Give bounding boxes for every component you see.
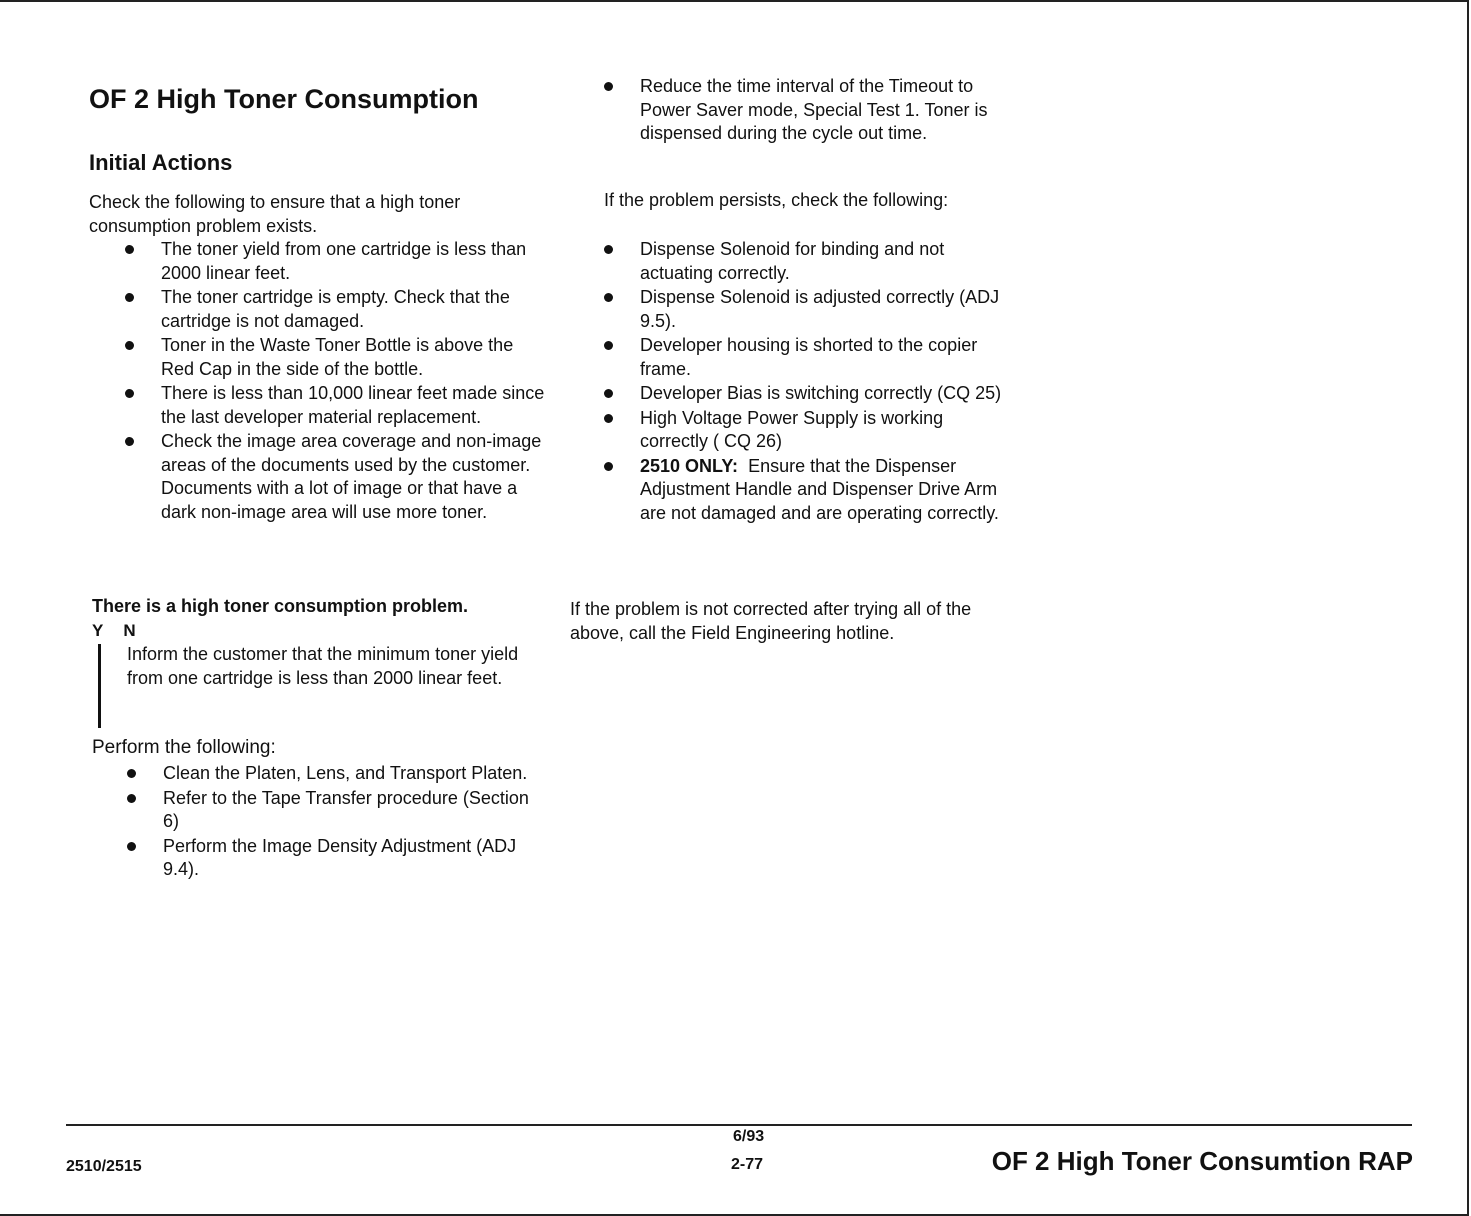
page-title: OF 2 High Toner Consumption — [89, 84, 479, 114]
bullet-icon — [604, 293, 613, 302]
footer-model: 2510/2515 — [66, 1158, 142, 1175]
no-branch-action: Inform the customer that the minimum toner yield from one cartridge is less than 2000 linear feet. — [127, 644, 519, 688]
no-branch-bar — [98, 644, 101, 728]
list-item — [127, 835, 547, 882]
bullet-icon — [604, 462, 613, 471]
list-item-text: There is less than 10,000 linear feet made since the last developer material replacement. — [161, 383, 545, 427]
list-item — [604, 455, 1014, 526]
yes-label: Y — [92, 621, 104, 640]
list-item-text: Ensure that the Dispenser Adjustment Handle and Dispenser Drive Arm are not damaged and are operating correctly. — [640, 455, 1003, 523]
list-item-text: Dispense Solenoid for binding and not actuating correctly. — [640, 239, 945, 283]
perform-heading: Perform the following: — [92, 737, 276, 758]
initial-actions-list — [125, 238, 545, 525]
bullet-icon — [604, 245, 613, 254]
bullet-icon — [125, 389, 134, 398]
list-item-text: The toner yield from one cartridge is less than 2000 linear feet. — [161, 239, 527, 283]
bullet-icon — [127, 769, 136, 778]
bullet-icon — [127, 794, 136, 803]
list-item — [127, 787, 547, 834]
bullet-icon — [127, 842, 136, 851]
list-item — [604, 382, 1014, 406]
persist-text: If the problem persists, check the following: — [604, 190, 949, 210]
list-item — [604, 286, 1014, 333]
footer-page-number: 2-77 — [731, 1156, 764, 1173]
bullet-icon — [604, 414, 613, 423]
model-only-label: 2510 ONLY: — [640, 455, 739, 476]
yes-no-labels — [92, 621, 136, 641]
list-item — [125, 382, 545, 429]
initial-actions-heading: Initial Actions — [89, 150, 233, 175]
right-top-list — [604, 75, 1004, 147]
list-item-text: Clean the Platen, Lens, and Transport Platen. — [163, 763, 528, 783]
no-label: N — [123, 621, 136, 640]
list-item-text: High Voltage Power Supply is working correctly ( CQ 26) — [640, 407, 944, 451]
initial-actions-intro: Check the following to ensure that a high toner consumption problem exists. — [89, 192, 461, 236]
list-item — [604, 334, 1014, 381]
bullet-icon — [125, 341, 134, 350]
list-item-text: Developer housing is shorted to the copier frame. — [640, 335, 978, 379]
bullet-icon — [604, 341, 613, 350]
bullet-icon — [604, 389, 613, 398]
bullet-icon — [125, 437, 134, 446]
list-item-text: Developer Bias is switching correctly (CQ 25) — [640, 383, 1002, 403]
list-item — [604, 75, 1004, 146]
list-item-text: Check the image area coverage and non-image areas of the documents used by the customer. Documents with a lot of image or that have a dark non-image area will use more toner. — [161, 431, 542, 522]
list-item — [604, 407, 1014, 454]
footer-section-title: OF 2 High Toner Consumtion RAP — [991, 1146, 1413, 1176]
check-list — [604, 238, 1014, 526]
list-item-text: The toner cartridge is empty. Check that the cartridge is not damaged. — [161, 287, 510, 331]
list-item — [125, 286, 545, 333]
list-item-text: Refer to the Tape Transfer procedure (Section 6) — [163, 787, 529, 831]
list-item-text: Dispense Solenoid is adjusted correctly (ADJ 9.5). — [640, 287, 1000, 331]
list-item — [125, 430, 545, 524]
decision-question: There is a high toner consumption problem. — [92, 596, 469, 616]
footer-rule — [66, 1124, 1412, 1126]
list-item — [125, 334, 545, 381]
list-item — [604, 238, 1014, 285]
bullet-icon — [125, 245, 134, 254]
bullet-icon — [125, 293, 134, 302]
list-item-text: Perform the Image Density Adjustment (ADJ 9.4). — [163, 835, 517, 879]
list-item-text: Reduce the time interval of the Timeout to Power Saver mode, Special Test 1. Toner is dispensed during the cycle out time. — [640, 76, 988, 143]
footer-date: 6/93 — [733, 1128, 765, 1145]
bullet-icon — [604, 82, 613, 91]
list-item-text: Toner in the Waste Toner Bottle is above the Red Cap in the side of the bottle. — [161, 335, 514, 379]
closing-text: If the problem is not corrected after trying all of the above, call the Field Engineering hotline. — [570, 599, 972, 643]
perform-list — [127, 762, 547, 883]
list-item — [125, 238, 545, 285]
list-item — [127, 762, 547, 786]
